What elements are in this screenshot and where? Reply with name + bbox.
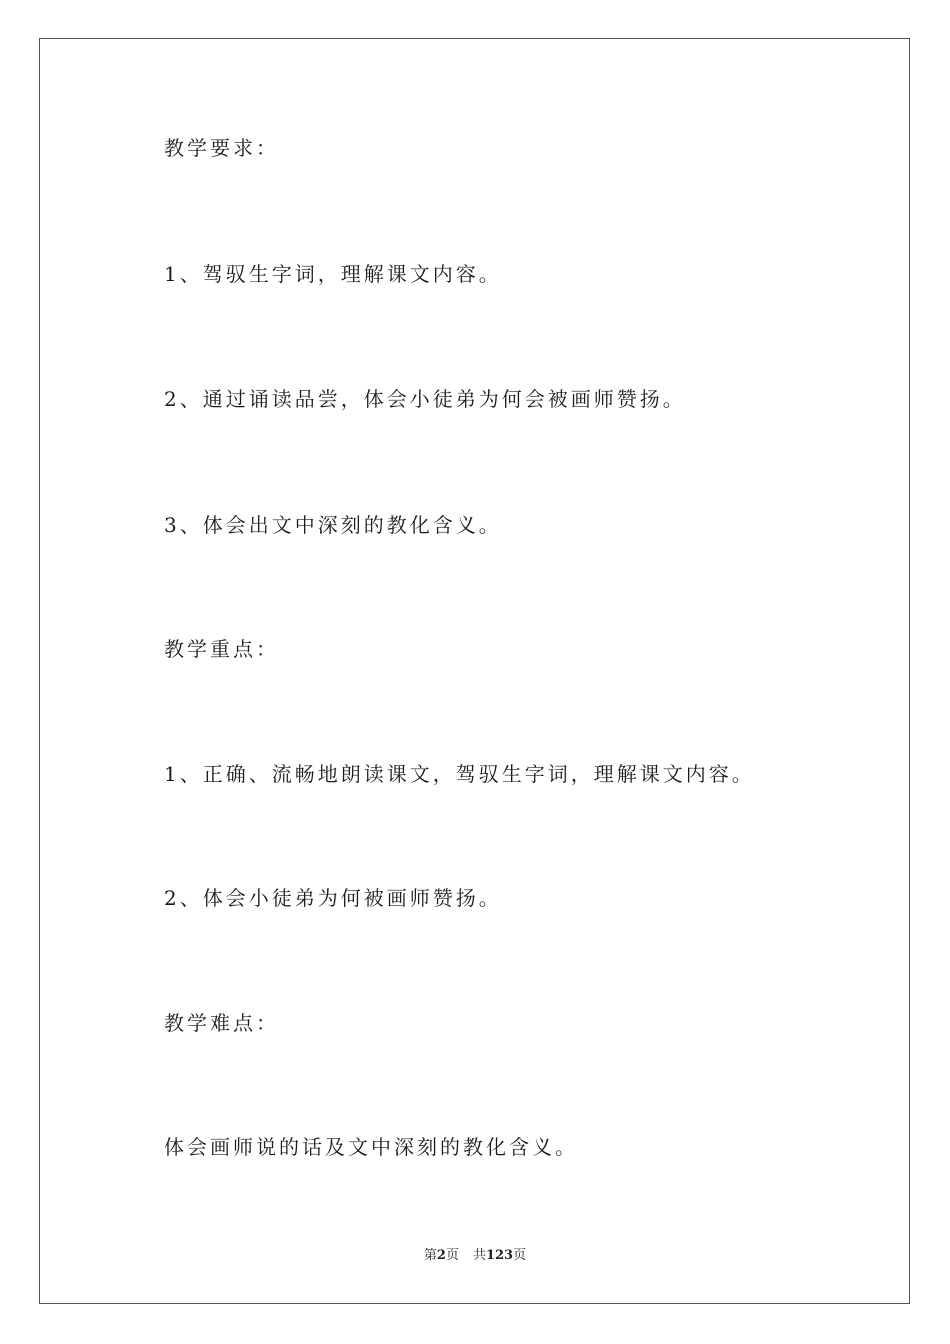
focus-item-2: 2、体会小徒弟为何被画师赞扬。 [164, 886, 502, 910]
heading-teaching-focus: 教学重点： [164, 637, 279, 661]
page-footer [0, 1247, 950, 1265]
page-prefix: 第 [423, 1248, 437, 1263]
page-number: 2 [436, 1248, 446, 1263]
page-suffix: 页 [445, 1248, 459, 1263]
requirement-item-1: 1、驾驭生字词，理解课文内容。 [164, 262, 502, 286]
difficulty-item: 体会画师说的话及文中深刻的教化含义。 [164, 1135, 578, 1159]
total-prefix: 共 [472, 1248, 486, 1263]
total-suffix: 页 [513, 1248, 527, 1263]
page-border [39, 38, 910, 1304]
heading-teaching-requirements: 教学要求： [164, 136, 279, 160]
requirement-item-2: 2、通过诵读品尝，体会小徒弟为何会被画师赞扬。 [164, 387, 686, 411]
focus-item-1: 1、正确、流畅地朗读课文，驾驭生字词，理解课文内容。 [164, 762, 755, 786]
total-pages: 123 [485, 1248, 514, 1263]
heading-teaching-difficulty: 教学难点： [164, 1011, 279, 1035]
requirement-item-3: 3、体会出文中深刻的教化含义。 [164, 513, 502, 537]
